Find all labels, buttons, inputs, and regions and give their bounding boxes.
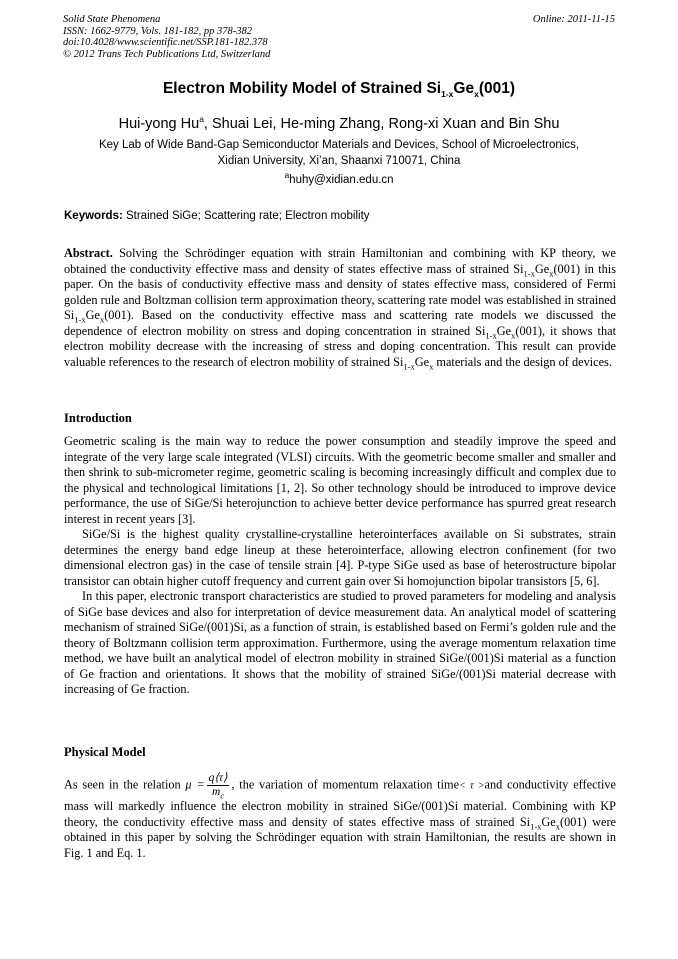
keywords [64, 210, 614, 222]
other-authors: , Shuai Lei, He-ming Zhang, Rong-xi Xuan and Bin Shu [203, 116, 560, 132]
intro-paragraph-3: In this paper, electronic transport characteristics are studied to proved parameters for modeling and analysis of SiGe base devices and also for interpretation of device measurement data. An analytical model of scattering mechanism of strained SiGe/(001)Si, as a function of strain, is established based on Fermi’s golden rule and the theory of Boltzmann collision term approximation. Furthermore, using the average momentum relaxation time method, we have built an analytical model of electron mobility in strained SiGe/(001)Si material as a function of Ge fraction and orientations. It shows that the mobility of strained SiGe/(001)Si material decrease with increasing of Ge fraction. [64, 589, 616, 696]
affiliation-line-2: Xidian University, Xi’an, Shaanxi 710071, China [217, 155, 461, 167]
abstract [64, 246, 616, 370]
abstract-text-4: (001), it shows that electron mobility decrease with the increasing of stress and doping concentration. This result can provide valuable references to the research of electron mobility of strained Si [64, 323, 616, 369]
keywords-label: Keywords: [64, 210, 123, 222]
fraction-denominator [207, 786, 230, 799]
abstract-sub: x [429, 360, 434, 371]
journal-name: Solid State Phenomena [63, 14, 161, 25]
pm-sub: 1-x [530, 820, 542, 831]
abstract-sub: x [511, 329, 516, 340]
physical-model-body [64, 772, 616, 861]
abstract-text-3: (001). Based on the conductivity effective mass and scattering rate models we discussed the dependence of electron mobility on stress and doping concentration in strained Si [64, 308, 616, 338]
keywords-text: Strained SiGe; Scattering rate; Electron mobility [122, 210, 370, 222]
intro-paragraph-1: Geometric scaling is the main way to reduce the power consumption and steadily improve the speed and integrate of the very large scale integrated (VLSI) circuits. With the geometric become smaller and smaller and then shrink to sub-micrometer regime, geometric scaling is becoming increasingly difficult and complex due to the physical and technological limitations [1, 2]. So other technology should be introduced to improve device performance, the use of SiGe/Si heterojunction to achieve better device performance has spurred great research interest in recent years [3]. [64, 434, 616, 526]
abstract-text-2: (001) in this paper. On the basis of conductivity effective mass and density of states effective mass, considered of Fermi golden rule and Boltzman collision term approximation theory, scattering rate model was established in strained Si [64, 261, 616, 322]
abstract-ge: Ge [496, 323, 512, 338]
affiliation-line-1: Key Lab of Wide Band-Gap Semiconductor Materials and Devices, School of Microelectronics, [98, 139, 580, 151]
doi-line: doi:10.4028/www.scientific.net/SSP.181-182.378 [63, 37, 268, 48]
title-sub1: 1-x [441, 89, 454, 100]
title-sub2: x [474, 89, 479, 100]
mobility-fraction [207, 772, 230, 799]
title-part1: Electron Mobility Model of Strained Si [162, 80, 442, 97]
affiliation [64, 137, 614, 169]
email-mark: a [284, 170, 290, 181]
denominator-sub: c [220, 790, 225, 801]
paper-title [0, 80, 678, 98]
mobility-eq-lhs: μ = [185, 777, 205, 792]
abstract-sub: 1-x [485, 329, 497, 340]
title-part3: (001) [478, 80, 516, 97]
abstract-label: Abstract. [64, 246, 113, 260]
first-author: Hui-yong Hu [118, 116, 200, 132]
fraction-numerator: q⟨τ⟩ [208, 772, 228, 784]
introduction-body [64, 434, 616, 698]
tau-symbol: < τ > [459, 780, 485, 792]
pm-text-1: As seen in the relation [64, 777, 186, 792]
abstract-sub: 1-x [403, 360, 415, 371]
copyright-line: © 2012 Trans Tech Publications Ltd, Switzerland [63, 48, 271, 60]
physical-model-heading: Physical Model [64, 745, 146, 759]
abstract-sub: 1-x [74, 314, 86, 325]
pm-ge: Ge [541, 814, 556, 829]
email-address: huhy@xidian.edu.cn [289, 174, 394, 186]
author-list [0, 116, 678, 132]
abstract-sub: 1-x [523, 267, 535, 278]
abstract-ge: Ge [534, 261, 550, 276]
introduction-heading: Introduction [64, 411, 132, 425]
intro-paragraph-2: SiGe/Si is the highest quality crystalline-crystalline heterointerfaces available on Si substrates, strain determines the energy band edge lineup at these heterointerface, allowing electron confinement (for two dimensional electron gas) in the case of tensile strain [4]. P-type SiGe used as base of heterostructure bipolar transistor can obtain higher cutoff frequency and current gain over Si homojunction bipolar transistors [5, 6]. [64, 527, 616, 588]
title-part2: Ge [453, 80, 475, 97]
abstract-text-1: Solving the Schrödinger equation with strain Hamiltonian and combining with KP theory, we obtained the conductivity effective mass and density of states effective mass of strained Si [64, 246, 616, 276]
abstract-text-5: materials and the design of devices. [433, 354, 612, 369]
denominator-m: m [212, 786, 221, 798]
first-author-mark: a [199, 114, 204, 125]
online-date: Online: 2011-11-15 [532, 14, 615, 25]
pm-sub: x [555, 820, 561, 831]
pm-text-3: and conductivity effective mass will markedly influence the electron mobility in strained SiGe/(001)Si material. Combining with KP theory, the conductivity effective mass and density of states effective mass of strained Si [64, 777, 616, 829]
journal-header [63, 14, 615, 60]
issn-line: ISSN: 1662-9779, Vols. 181-182, pp 378-382 [63, 25, 252, 37]
pm-text-2: , the variation of momentum relaxation time [231, 777, 460, 792]
author-email [0, 170, 678, 186]
abstract-sub: x [549, 267, 554, 278]
pm-text-4: (001) were obtained in this paper by solving the Schrödinger equation with strain Hamiltonian, the results are shown in Fig. 1 and Eq. 1. [64, 814, 616, 860]
abstract-ge: Ge [414, 354, 430, 369]
abstract-sub: x [99, 314, 105, 325]
abstract-ge: Ge [85, 308, 100, 322]
